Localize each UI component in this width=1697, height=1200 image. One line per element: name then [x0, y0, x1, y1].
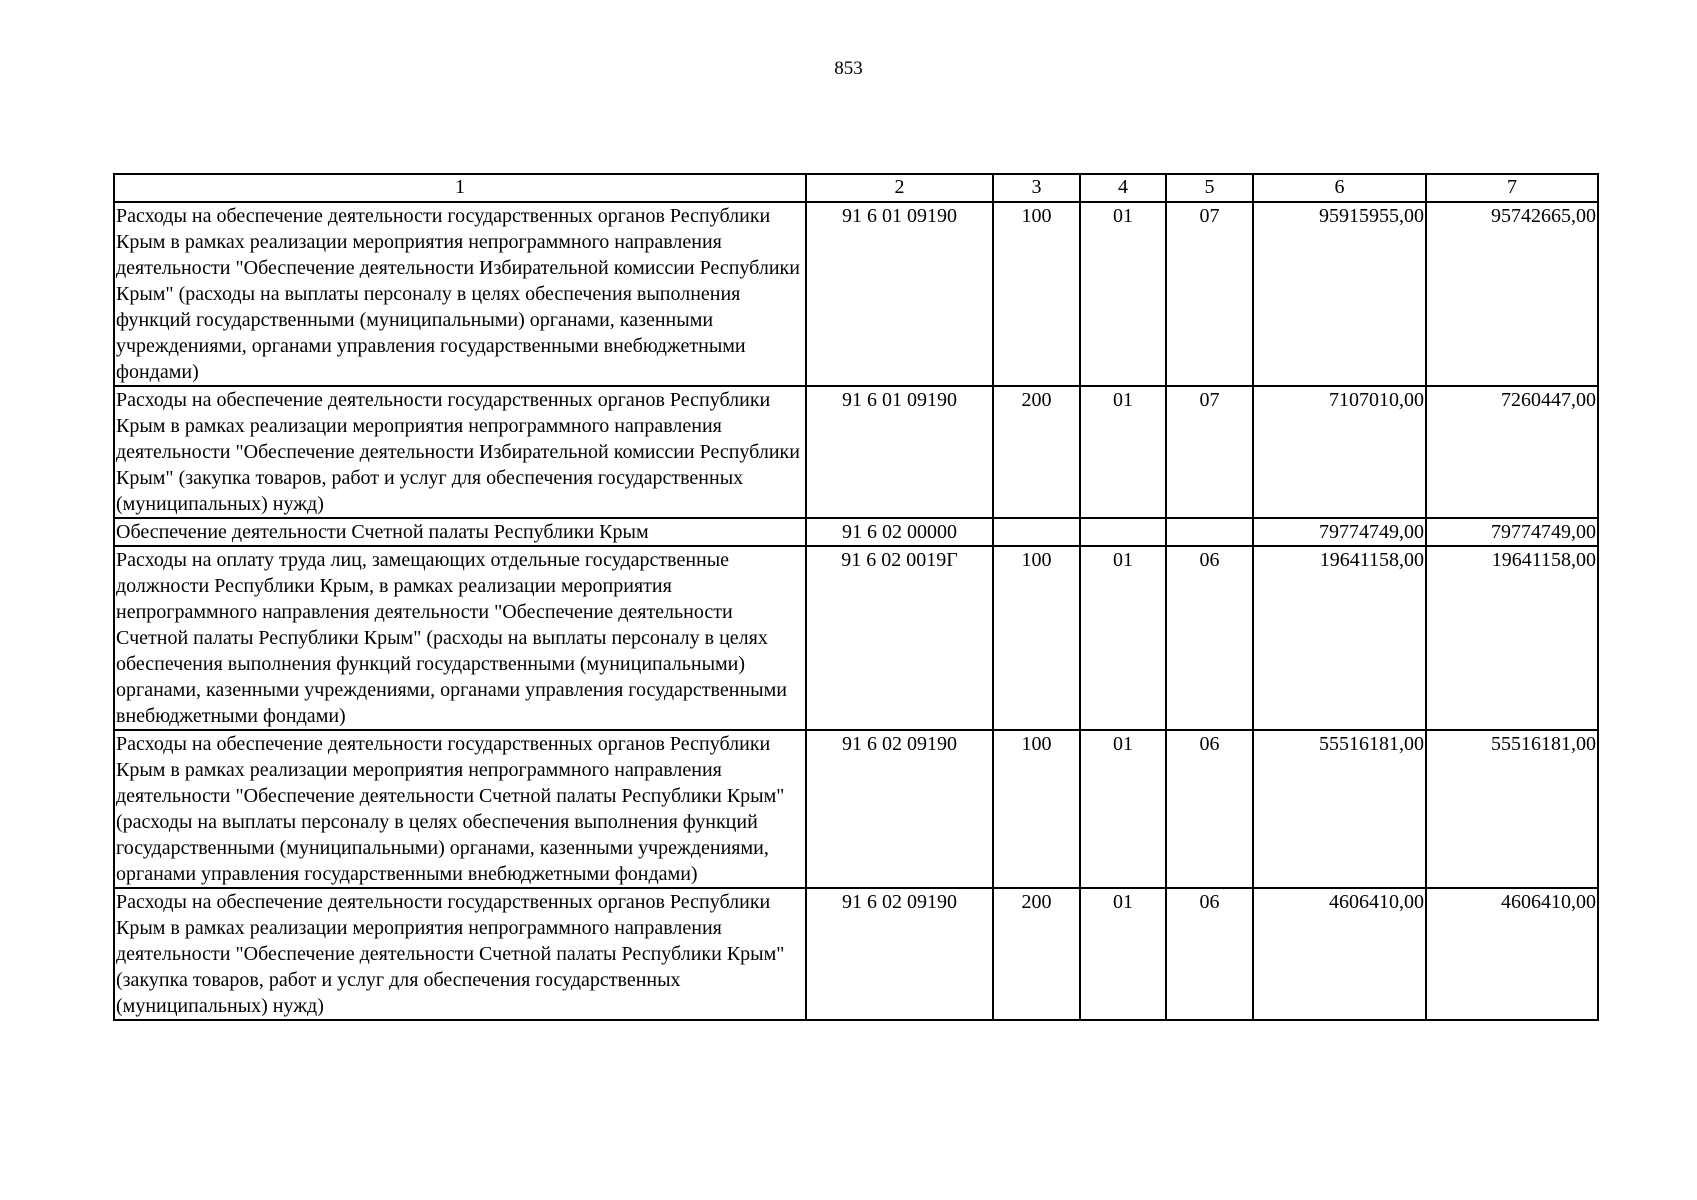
row-code: 91 6 02 09190 — [806, 730, 993, 888]
column-header-7: 7 — [1426, 174, 1598, 202]
row-description: Расходы на обеспечение деятельности государственных органов Республики Крым в рамках реализации мероприятия непрограммного направления деятельности "Обеспечение деятельности Счетной палаты Республики Крым" (расходы на выплаты персоналу в целях обеспечения выполнения функций государственными (муниципальными) органами, казенными учреждениями, органами управления государственными внебюджетными фондами) — [114, 730, 806, 888]
row-description: Расходы на обеспечение деятельности государственных органов Республики Крым в рамках реализации мероприятия непрограммного направления деятельности "Обеспечение деятельности Избирательной комиссии Республики Крым" (закупка товаров, работ и услуг для обеспечения государственных (муниципальных) нужд) — [114, 386, 806, 518]
row-section: 01 — [1080, 546, 1166, 730]
row-description: Расходы на обеспечение деятельности государственных органов Республики Крым в рамках реализации мероприятия непрограммного направления деятельности "Обеспечение деятельности Счетной палаты Республики Крым" (закупка товаров, работ и услуг для обеспечения государственных (муниципальных) нужд) — [114, 888, 806, 1020]
table-row — [114, 546, 1598, 730]
row-subsection: 07 — [1166, 386, 1253, 518]
row-amount-1: 7107010,00 — [1253, 386, 1426, 518]
column-header-3: 3 — [993, 174, 1080, 202]
row-amount-1: 79774749,00 — [1253, 518, 1426, 546]
row-description: Расходы на оплату труда лиц, замещающих отдельные государственные должности Республики Крым, в рамках реализации мероприятия непрограммного направления деятельности "Обеспечение деятельности Счетной палаты Республики Крым" (расходы на выплаты персоналу в целях обеспечения выполнения функций государственными (муниципальными) органами, казенными учреждениями, органами управления государственными внебюджетными фондами) — [114, 546, 806, 730]
row-subsection — [1166, 518, 1253, 546]
row-expense-type: 200 — [993, 386, 1080, 518]
row-section: 01 — [1080, 386, 1166, 518]
row-section — [1080, 518, 1166, 546]
row-code: 91 6 02 09190 — [806, 888, 993, 1020]
table-row — [114, 518, 1598, 546]
column-header-5: 5 — [1166, 174, 1253, 202]
row-code: 91 6 02 0019Г — [806, 546, 993, 730]
row-expense-type: 100 — [993, 730, 1080, 888]
row-description: Обеспечение деятельности Счетной палаты Республики Крым — [114, 518, 806, 546]
row-subsection: 06 — [1166, 730, 1253, 888]
row-code: 91 6 01 09190 — [806, 202, 993, 386]
row-amount-2: 7260447,00 — [1426, 386, 1598, 518]
budget-table — [113, 173, 1599, 1021]
row-amount-1: 55516181,00 — [1253, 730, 1426, 888]
table-row — [114, 386, 1598, 518]
table-row — [114, 888, 1598, 1020]
row-amount-2: 4606410,00 — [1426, 888, 1598, 1020]
row-amount-1: 19641158,00 — [1253, 546, 1426, 730]
row-expense-type — [993, 518, 1080, 546]
table-row — [114, 202, 1598, 386]
row-expense-type: 200 — [993, 888, 1080, 1020]
row-amount-2: 79774749,00 — [1426, 518, 1598, 546]
row-amount-1: 95915955,00 — [1253, 202, 1426, 386]
column-header-6: 6 — [1253, 174, 1426, 202]
row-subsection: 07 — [1166, 202, 1253, 386]
row-subsection: 06 — [1166, 888, 1253, 1020]
row-code: 91 6 01 09190 — [806, 386, 993, 518]
row-code: 91 6 02 00000 — [806, 518, 993, 546]
column-header-2: 2 — [806, 174, 993, 202]
row-section: 01 — [1080, 202, 1166, 386]
row-description: Расходы на обеспечение деятельности государственных органов Республики Крым в рамках реализации мероприятия непрограммного направления деятельности "Обеспечение деятельности Избирательной комиссии Республики Крым" (расходы на выплаты персоналу в целях обеспечения выполнения функций государственными (муниципальными) органами, казенными учреждениями, органами управления государственными внебюджетными фондами) — [114, 202, 806, 386]
column-header-4: 4 — [1080, 174, 1166, 202]
page-number: 853 — [834, 58, 863, 79]
column-header-1: 1 — [114, 174, 806, 202]
row-amount-1: 4606410,00 — [1253, 888, 1426, 1020]
row-expense-type: 100 — [993, 202, 1080, 386]
header-row — [114, 174, 1598, 202]
row-subsection: 06 — [1166, 546, 1253, 730]
row-amount-2: 19641158,00 — [1426, 546, 1598, 730]
row-section: 01 — [1080, 888, 1166, 1020]
row-amount-2: 95742665,00 — [1426, 202, 1598, 386]
table-row — [114, 730, 1598, 888]
row-expense-type: 100 — [993, 546, 1080, 730]
row-amount-2: 55516181,00 — [1426, 730, 1598, 888]
row-section: 01 — [1080, 730, 1166, 888]
